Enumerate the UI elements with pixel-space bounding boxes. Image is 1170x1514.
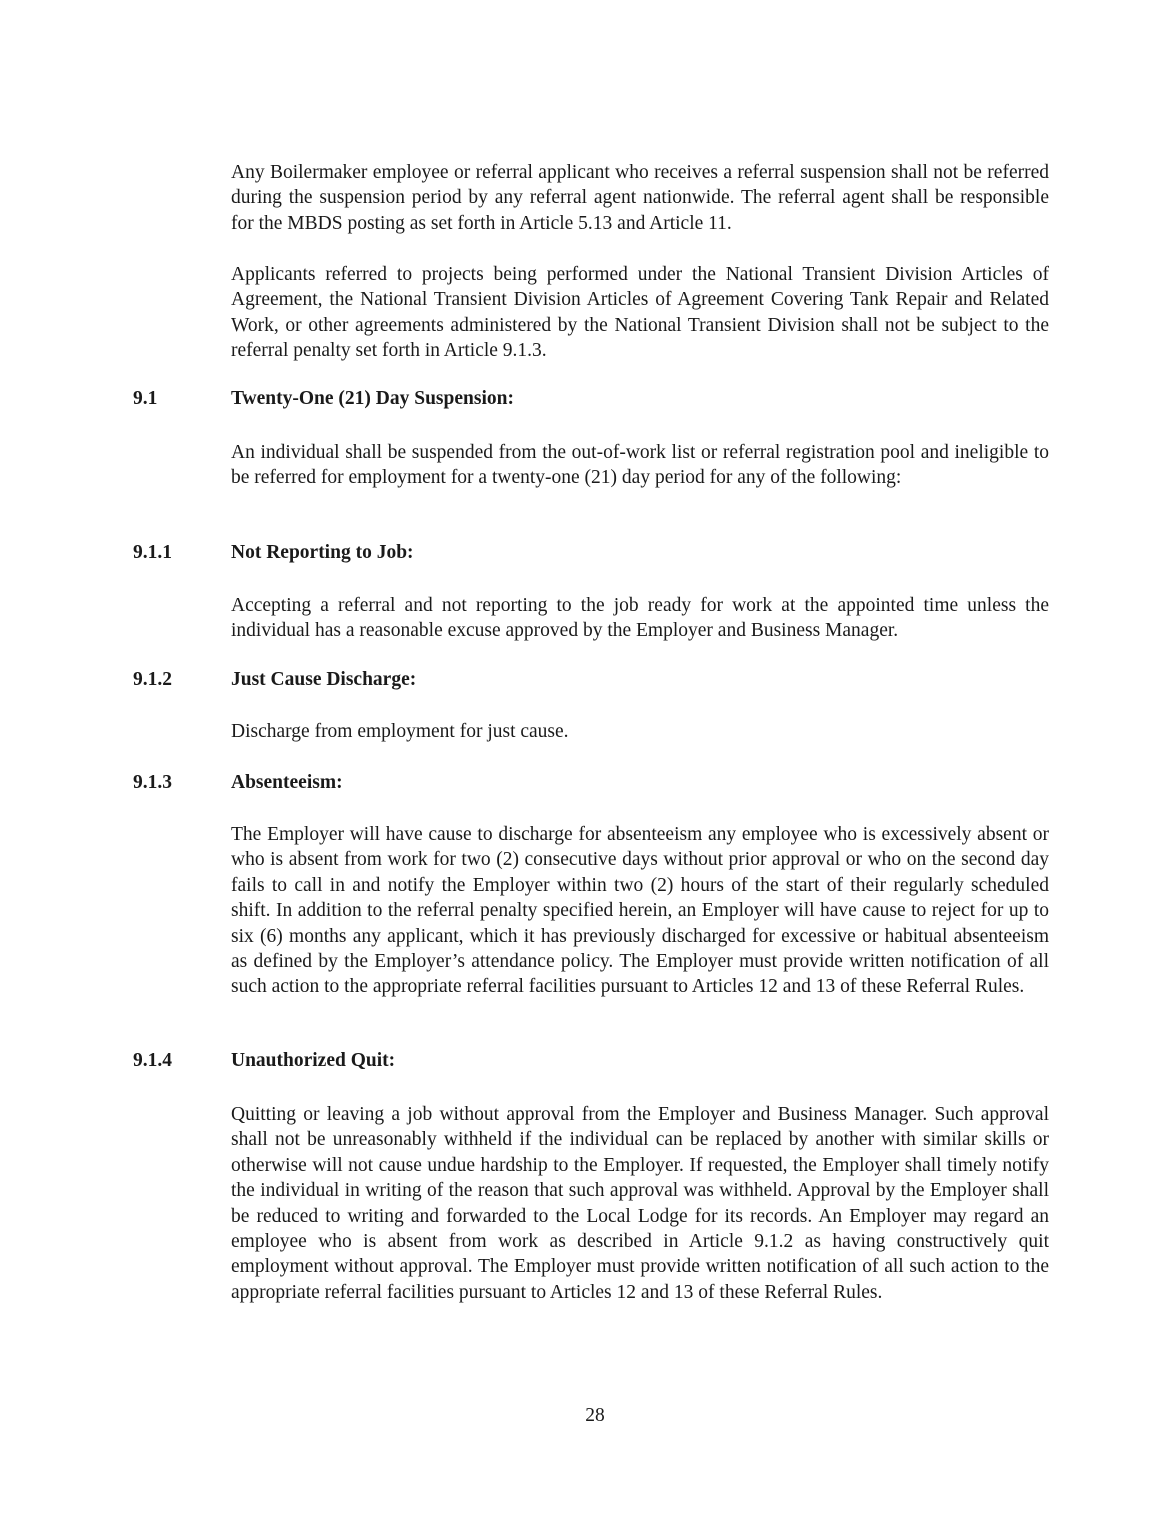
section-body-9-1-1: Accepting a referral and not reporting to the job ready for work at the appointed time unless the individual has a reasonable excuse approved by the Employer and Business Manager. [231,595,1049,642]
section-body-9-1-2: Discharge from employment for just cause. [231,721,569,742]
section-title: Just Cause Discharge: [231,669,417,690]
intro-paragraph-2: Applicants referred to projects being performed under the National Transient Division Articles of Agreement, the National Transient Division Articles of Agreement Covering Tank Repair and Related Work, or other agreements administered by the National Transient Division shall not be subject to the referral penalty set forth in Article 9.1.3. [231,264,1049,362]
page-number: 28 [585,1405,605,1426]
section-title: Unauthorized Quit: [231,1050,396,1071]
section-number: 9.1.2 [133,669,172,690]
section-title: Twenty-One (21) Day Suspension: [231,388,514,409]
section-number: 9.1.4 [133,1050,172,1071]
section-number: 9.1.1 [133,542,172,563]
section-title: Absenteeism: [231,772,343,793]
section-title: Not Reporting to Job: [231,542,414,563]
section-body-9-1-3: The Employer will have cause to discharge for absenteeism any employee who is excessively absent or who is absent from work for two (2) consecutive days without prior approval or who on the second day fails to call in and notify the Employer within two (2) hours of the start of their regularly scheduled shift. In addition to the referral penalty specified herein, an Employer will have cause to reject for up to six (6) months any applicant, which it has previously discharged for excessive or habitual absenteeism as defined by the Employer’s attendance policy. The Employer must provide written notification of all such action to the appropriate referral facilities pursuant to Articles 12 and 13 of these Referral Rules. [231,824,1049,998]
section-body-9-1-4: Quitting or leaving a job without approval from the Employer and Business Manager. Such approval shall not be unreasonably withheld if the individual can be replaced by another with similar skills or otherwise will not cause undue hardship to the Employer. If requested, the Employer shall timely notify the individual in writing of the reason that such approval was withheld. Approval by the Employer shall be reduced to writing and forwarded to the Local Lodge for its records. An Employer may regard an employee who is absent from work as described in Article 9.1.2 as having constructively quit employment without approval. The Employer must provide written notification of all such action to the appropriate referral facilities pursuant to Articles 12 and 13 of these Referral Rules. [231,1104,1049,1303]
section-number: 9.1 [133,388,158,409]
section-number: 9.1.3 [133,772,172,793]
section-body-9-1: An individual shall be suspended from the out-of-work list or referral registration pool and ineligible to be referred for employment for a twenty-one (21) day period for any of the following: [231,442,1049,489]
intro-paragraph-1: Any Boilermaker employee or referral applicant who receives a referral suspension shall not be referred during the suspension period by any referral agent nationwide. The referral agent shall be responsible for the MBDS posting as set forth in Article 5.13 and Article 11. [231,162,1049,234]
